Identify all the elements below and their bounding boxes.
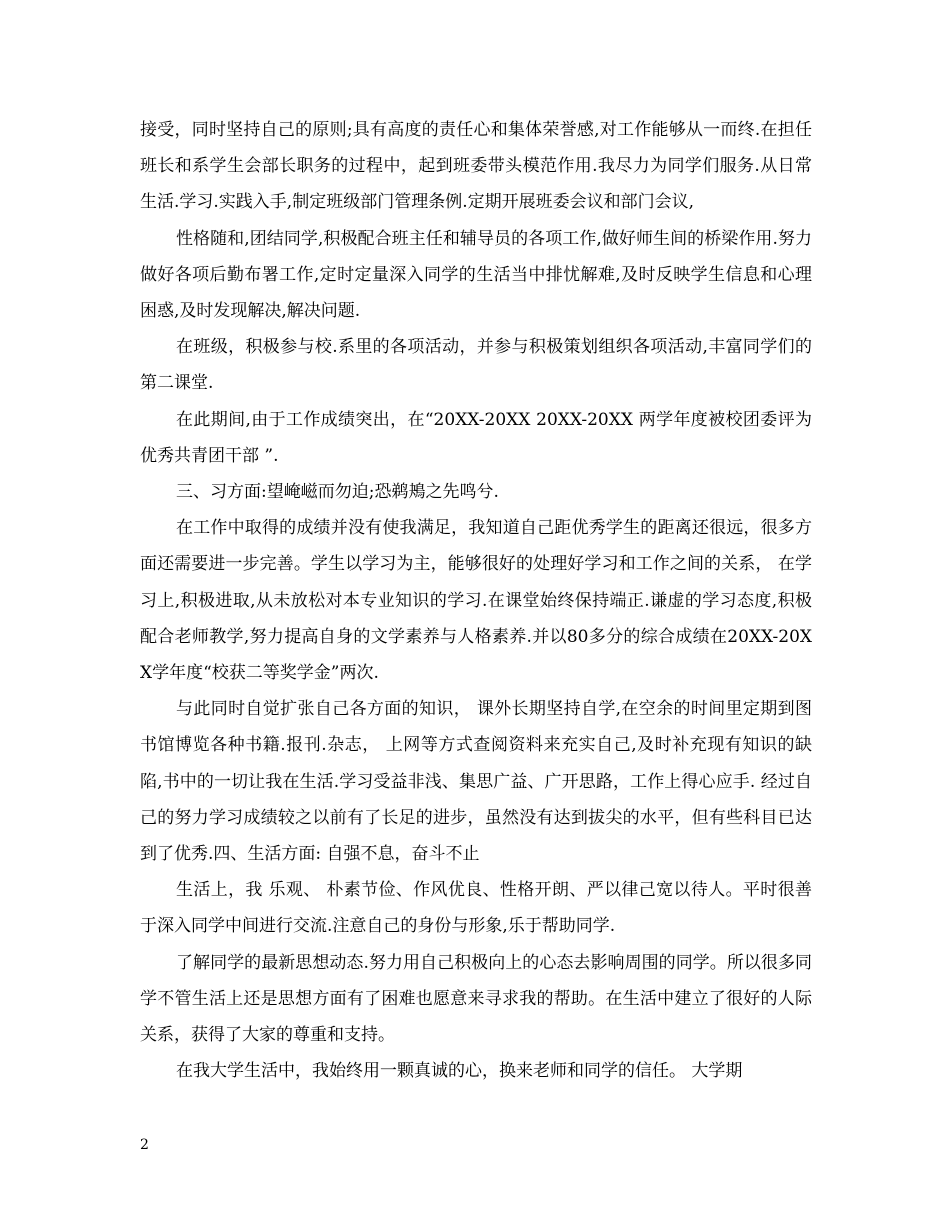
document-body xyxy=(140,112,812,1089)
paragraph-5: 三、习方面:望崦嵫而勿迫;恐鹈鴂之先鸣兮. xyxy=(176,482,499,503)
paragraph-7: 与此同时自觉扩张自己各方面的知识， 课外长期坚持自学,在空余的时间里定期到图书馆博览各种书籍.报刊.杂志， 上网等方式查阅资料来充实自己,及时补充现有知识的缺陷,书中的一切让我在生活.学习受益非浅、集思广益、广开思路，工作上得心应手. 经过自己的努力学习成绩较之以前有了长足的进步，虽然没有达到拔尖的水平，但有些科目已达到了优秀.四、生活方面: 自强不息，奋斗不止 xyxy=(140,699,812,865)
paragraph-9: 了解同学的最新思想动态.努力用自己积极向上的心态去影响周围的同学。所以很多同学不管生活上还是思想方面有了困难也愿意来寻求我的帮助。在生活中建立了很好的人际关系，获得了大家的尊重和支持。 xyxy=(140,952,812,1046)
paragraph-2: 性格随和,团结同学,积极配合班主任和辅导员的各项工作,做好师生间的桥梁作用.努力做好各项后勤布署工作,定时定量深入同学的生活当中排忧解难,及时反映学生信息和心理困惑,及时发现解决,解决问题. xyxy=(140,228,812,322)
paragraph-1: 接受，同时坚持自己的原则;具有高度的责任心和集体荣誉感,对工作能够从一而终.在担任班长和系学生会部长职务的过程中，起到班委带头模范作用.我尽力为同学们服务.从日常生活.学习.实践入手,制定班级部门管理条例.定期开展班委会议和部门会议, xyxy=(140,120,812,213)
page-number: 2 xyxy=(140,1137,149,1153)
paragraph-8: 生活上，我 乐观、 朴素节俭、作风优良、性格开朗、严以律己宽以待人。平时很善于深入同学中间进行交流.注意自己的身份与形象,乐于帮助同学. xyxy=(140,880,812,937)
paragraph-3: 在班级，积极参与校.系里的各项活动，并参与积极策划组织各项活动,丰富同学们的第二课堂. xyxy=(140,337,812,394)
paragraph-4: 在此期间,由于工作成绩突出，在“20XX-20XX 20XX-20XX 两学年度被校团委评为优秀共青团干部 ”. xyxy=(140,409,812,466)
paragraph-6: 在工作中取得的成绩并没有使我满足，我知道自己距优秀学生的距离还很远，很多方面还需要进一步完善。学生以学习为主，能够很好的处理好学习和工作之间的关系， 在学习上,积极进取,从未放松对本专业知识的学习.在课堂始终保持端正.谦虚的学习态度,积极配合老师教学,努力提高自身的文学素养与人格素养.并以80多分的综合成绩在20XX-20XX学年度“校获二等奖学金”两次. xyxy=(140,518,812,684)
paragraph-10: 在我大学生活中，我始终用一颗真诚的心，换来老师和同学的信任。 大学期 xyxy=(176,1061,743,1082)
